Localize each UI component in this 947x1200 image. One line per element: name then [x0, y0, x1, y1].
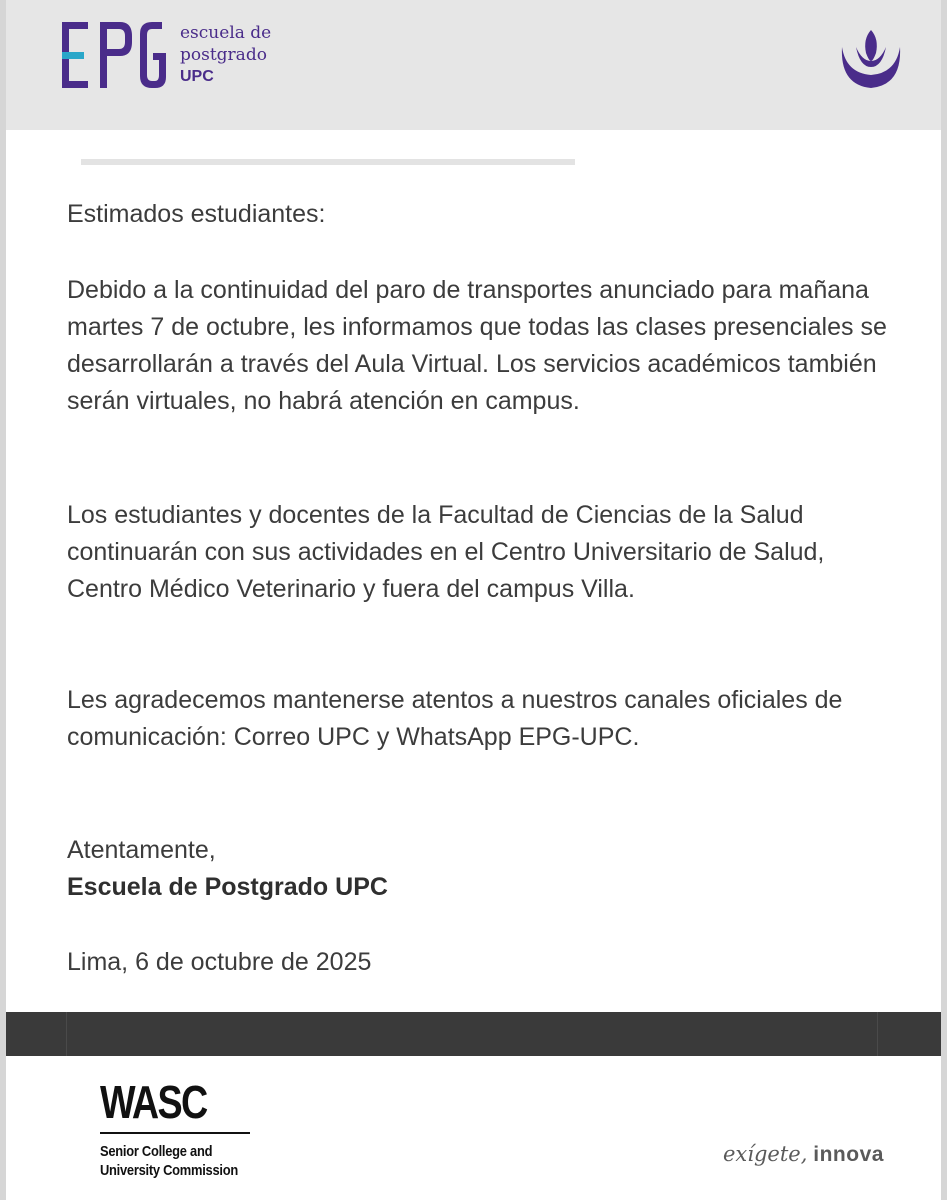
tagline: [723, 1142, 884, 1167]
logo-line-1: escuela de: [180, 23, 272, 43]
paragraph-1: Debido a la continuidad del paro de transportes anunciado para mañana martes 7 de octubre, les informamos que todas las clases presenciales se desarrollarán a través del Aula Virtual. Los servicios académicos también serán virtuales, no habrá atención en campus.: [67, 276, 887, 415]
paragraph-2: Los estudiantes y docentes de la Facultad de Ciencias de la Salud continuarán con sus actividades en el Centro Universitario de Salud, Centro Médico Veterinario y fuera del campus Villa.: [67, 501, 825, 603]
wasc-line-1: Senior College and: [100, 1143, 213, 1160]
band-seam: [66, 1012, 67, 1056]
wasc-line-2: University Commission: [100, 1162, 238, 1179]
epg-logo: [62, 22, 172, 92]
content-divider: [81, 159, 575, 165]
band-seam: [877, 1012, 878, 1056]
right-border: [941, 0, 947, 1200]
date-line: Lima, 6 de octubre de 2025: [67, 948, 372, 976]
tagline-bold: innova: [813, 1143, 884, 1166]
wasc-logo: [100, 1078, 260, 1180]
closing: Atentamente,: [67, 836, 216, 864]
tagline-italic: exígete,: [723, 1142, 808, 1166]
paragraph-3: Les agradecemos mantenerse atentos a nuestros canales oficiales de comunicación: Correo UPC y WhatsApp EPG-UPC.: [67, 686, 843, 751]
logo-line-2: postgrado: [180, 45, 267, 65]
signature: Escuela de Postgrado UPC: [67, 873, 388, 901]
upc-emblem-icon: [836, 25, 906, 93]
logo-line-3: UPC: [180, 68, 214, 85]
logo-wordmark: [180, 22, 271, 88]
wasc-title: WASC: [100, 1076, 207, 1128]
email-header: [6, 0, 941, 130]
footer-band: [6, 1012, 941, 1056]
wasc-rule: [100, 1132, 250, 1134]
greeting: Estimados estudiantes:: [67, 200, 326, 228]
